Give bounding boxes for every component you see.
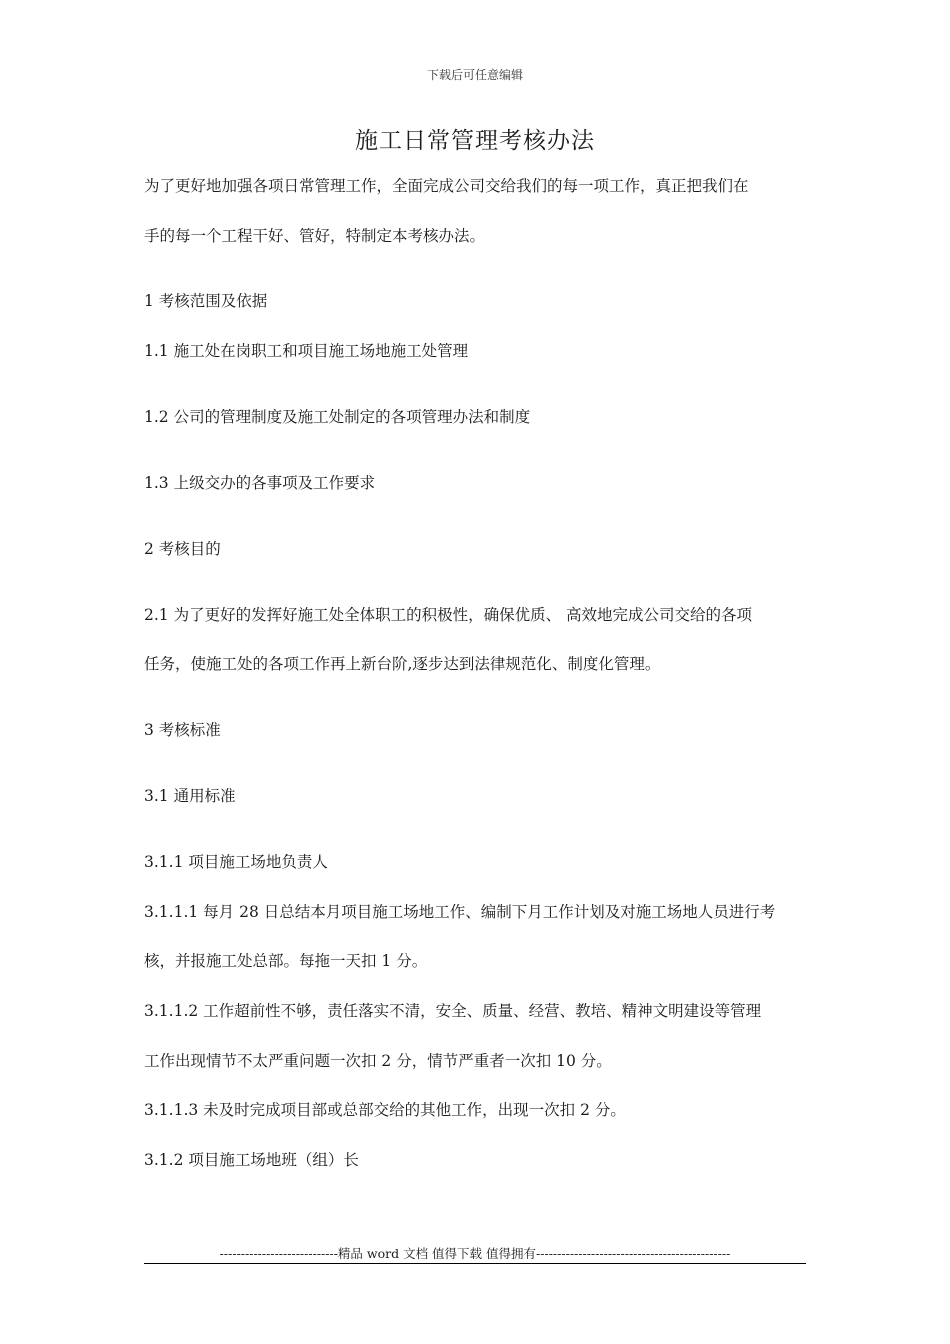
body-line: 1.3 上级交办的各事项及工作要求: [144, 474, 376, 492]
document-title: 施工日常管理考核办法: [355, 128, 595, 154]
footer-divider: [144, 1263, 806, 1264]
body-line: 1.1 施工处在岗职工和项目施工场地施工处管理: [144, 342, 469, 360]
section-heading: 3 考核标准: [144, 721, 221, 739]
section-heading: 2 考核目的: [144, 540, 221, 558]
body-line: 核，并报施工处总部。每拖一天扣 1 分。: [144, 952, 428, 970]
subsection-heading: 3.1.2 项目施工场地班（组）长: [144, 1151, 359, 1169]
body-line: 1.2 公司的管理制度及施工处制定的各项管理办法和制度: [144, 408, 531, 426]
body-line: 3.1.1.1 每月 28 日总结本月项目施工场地工作、编制下月工作计划及对施工场地人员进行考: [144, 903, 776, 921]
footer-note: ----------------------------精品 word 文档 值得下载 值得拥有----------------------------------------------: [219, 1246, 731, 1261]
subsection-heading: 3.1.1 项目施工场地负责人: [144, 853, 328, 871]
body-line: 工作出现情节不太严重问题一次扣 2 分，情节严重者一次扣 10 分。: [144, 1052, 612, 1070]
section-heading: 1 考核范围及依据: [144, 292, 268, 310]
body-line: 3.1.1.3 未及时完成项目部或总部交给的其他工作，出现一次扣 2 分。: [144, 1101, 626, 1119]
body-line: 手的每一个工程干好、管好，特制定本考核办法。: [144, 227, 486, 245]
header-note: 下载后可任意编辑: [426, 68, 523, 82]
body-line: 2.1 为了更好的发挥好施工处全体职工的积极性，确保优质、 高效地完成公司交给的各项: [144, 606, 753, 624]
body-line: 任务，使施工处的各项工作再上新台阶,逐步达到法律规范化、制度化管理。: [144, 655, 661, 673]
subsection-heading: 3.1 通用标准: [144, 787, 236, 805]
body-line: 为了更好地加强各项日常管理工作，全面完成公司交给我们的每一项工作，真正把我们在: [144, 177, 749, 195]
body-line: 3.1.1.2 工作超前性不够，责任落实不清，安全、质量、经营、教培、精神文明建设等管理: [144, 1002, 762, 1020]
